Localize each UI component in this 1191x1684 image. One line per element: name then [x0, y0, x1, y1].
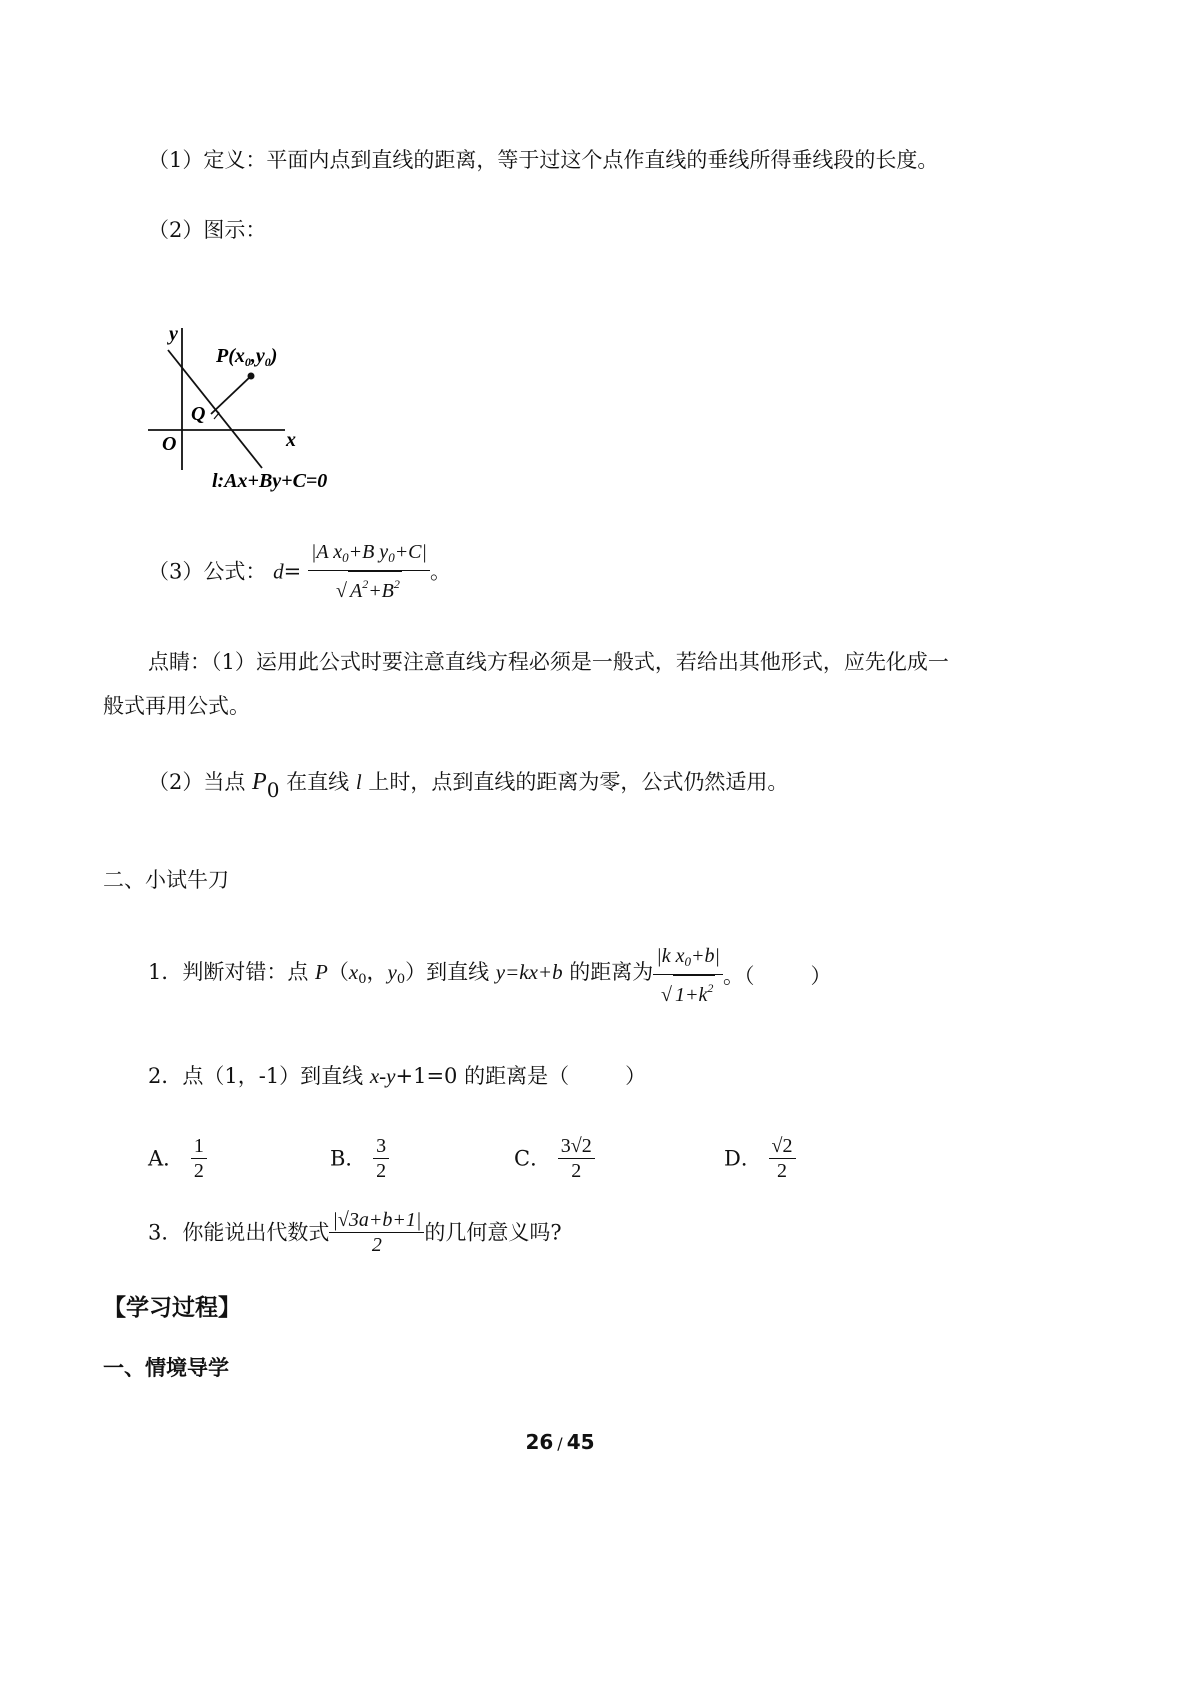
origin-label: O: [162, 433, 177, 455]
section-1-heading: 一、情境导学: [103, 1356, 229, 1380]
current-page: 26: [525, 1430, 554, 1454]
question-3: 3．你能说出代数式 $\frac{|√3a+b+1|}{2}$ 的几何意义吗?: [148, 1209, 562, 1256]
svg-text:P(x0,y0): $P(x_0,y_0)$: [216, 345, 278, 369]
x-axis-label: x: [286, 429, 296, 451]
formula-label: （3）公式：: [148, 559, 267, 584]
distance-fraction: $\frac{|A x_0+B y_0+C|}{√ A^2+B^2}$: [308, 540, 430, 603]
q1-fraction: $\frac{|k x_0+b|}{√ 1+k^2}$: [653, 944, 723, 1007]
page-separator: /: [557, 1434, 563, 1453]
y-axis-label: y: [169, 323, 178, 345]
study-process-heading: 【学习过程】: [103, 1295, 241, 1321]
perpendicular-segment: [211, 376, 251, 414]
option-B[interactable]: B． $\frac{3}{2}$: [330, 1134, 389, 1183]
formula-line: [148, 540, 451, 603]
point-line-distance-diagram: [140, 320, 380, 500]
formula-eq: =: [283, 559, 302, 584]
page-number: [0, 1428, 1120, 1458]
definition-line: （1）定义：平面内点到直线的距离，等于过这个点作直线的垂线所得垂线段的长度。: [148, 148, 939, 172]
total-pages: 45: [566, 1430, 595, 1454]
section-2-title: 二、小试牛刀: [103, 868, 229, 892]
point-Q-label: Q: [191, 403, 206, 425]
formula-d: d: [273, 559, 284, 584]
tip-line-3: （2）当点 P0 在直线 l 上时，点到直线的距离为零，公式仍然适用。: [148, 769, 789, 802]
question-2: 2．点（1，-1）到直线 x-y+1=0 的距离是（ ）: [148, 1064, 647, 1088]
option-A[interactable]: A． $\frac{1}{2}$: [148, 1134, 207, 1183]
option-D[interactable]: D． $\frac{√2}{2}$: [724, 1134, 796, 1183]
point-P-label: [215, 345, 277, 369]
tip-line-2: 般式再用公式。: [103, 694, 250, 718]
option-C[interactable]: C． $\frac{3√2}{2}$: [514, 1134, 595, 1183]
point-P: [248, 373, 255, 380]
question-1: 1．判断对错：点 $P(x_0$，$y_0$）到直线 y=kx+b 的距离为 $\frac{|k x_0+b|}{√ 1+k^2}$ 。（ ）: [148, 945, 832, 1006]
illustration-label: （2）图示：: [148, 218, 267, 242]
formula-end: 。: [430, 559, 452, 584]
line-equation-label: l:Ax+By+C=0: [212, 470, 328, 492]
tip-line-1: 点睛：（1）运用此公式时要注意直线方程必须是一般式，若给出其他形式，应先化成一: [148, 650, 949, 674]
q3-fraction: $\frac{|√3a+b+1|}{2}$: [329, 1208, 424, 1257]
